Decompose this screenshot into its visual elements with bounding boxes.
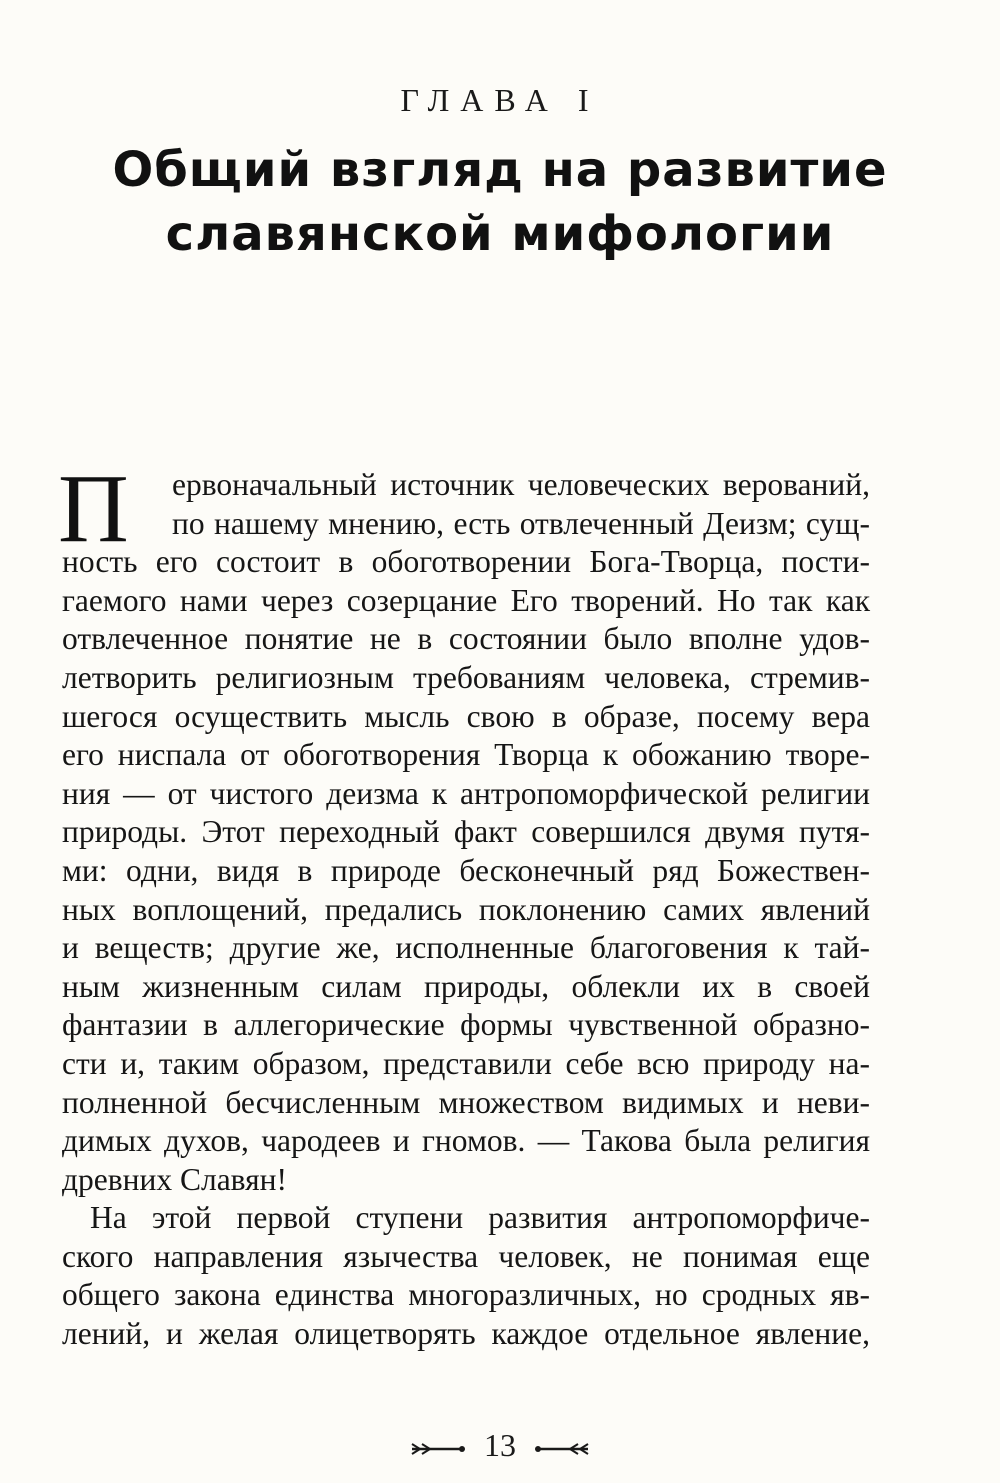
- text-line: ным жизненным силам природы, облекли их в своей: [62, 968, 870, 1004]
- text-line: ервоначальный источник человеческих верований,: [172, 467, 870, 502]
- text-line: природы. Этот переходный факт совершился двумя путя-: [62, 814, 870, 850]
- text-line: ность его состоит в обоготворении Бога-Творца, пости-: [62, 544, 870, 580]
- drop-cap: П: [58, 455, 129, 563]
- text-line: димых духов, чародеев и гномов. — Такова была религия: [62, 1123, 870, 1159]
- ornament-right-icon: [532, 1442, 590, 1456]
- text-line: гаемого нами через созерцание Его творений. Но так как: [62, 582, 870, 618]
- page-footer: [0, 1427, 1000, 1464]
- text-line: по нашему мнению, есть отвлеченный Деизм; сущ-: [172, 505, 870, 541]
- text-line: ми: одни, видя в природе бесконечный ряд Божествен-: [62, 852, 870, 888]
- ornament-left-icon: [410, 1442, 468, 1456]
- text-line: ского направления язычества человек, не понимая еще: [62, 1238, 870, 1274]
- text-line: его ниспала от обоготворения Творца к обожанию творе-: [62, 737, 870, 773]
- text-line: лений, и желая олицетворять каждое отдельное явление,: [62, 1316, 870, 1352]
- chapter-label: ГЛАВА I: [400, 82, 600, 118]
- text-line: ных воплощений, предались поклонению самих явлений: [62, 891, 870, 927]
- text-line: ния — от чистого деизма к антропоморфической религии: [62, 775, 870, 811]
- text-line: На этой первой ступени развития антропоморфиче-: [90, 1200, 870, 1236]
- text-line: шегося осуществить мысль свою в образе, посему вера: [62, 698, 870, 734]
- text-line: фантазии в аллегорические формы чувственной образно-: [62, 1007, 870, 1043]
- text-line: и веществ; другие же, исполненные благоговения к тай-: [62, 930, 870, 966]
- text-line: полненной бесчисленным множеством видимых и неви-: [62, 1084, 870, 1120]
- text-line: древних Славян!: [62, 1161, 287, 1197]
- chapter-title: [0, 138, 1000, 266]
- chapter-title-line: славянской мифологии: [165, 206, 835, 262]
- chapter-title-line: Общий взгляд на развитие: [112, 142, 888, 198]
- body-text: [58, 455, 870, 1354]
- text-line: отвлеченное понятие не в состоянии было вполне удов-: [62, 621, 870, 657]
- page-number: 13: [484, 1427, 516, 1463]
- text-line: сти и, таким образом, представили себе всю природу на-: [62, 1045, 870, 1081]
- text-line: общего закона единства многоразличных, но сродных яв-: [62, 1277, 870, 1313]
- text-line: летворить религиозным требованиям человека, стремив-: [62, 659, 870, 695]
